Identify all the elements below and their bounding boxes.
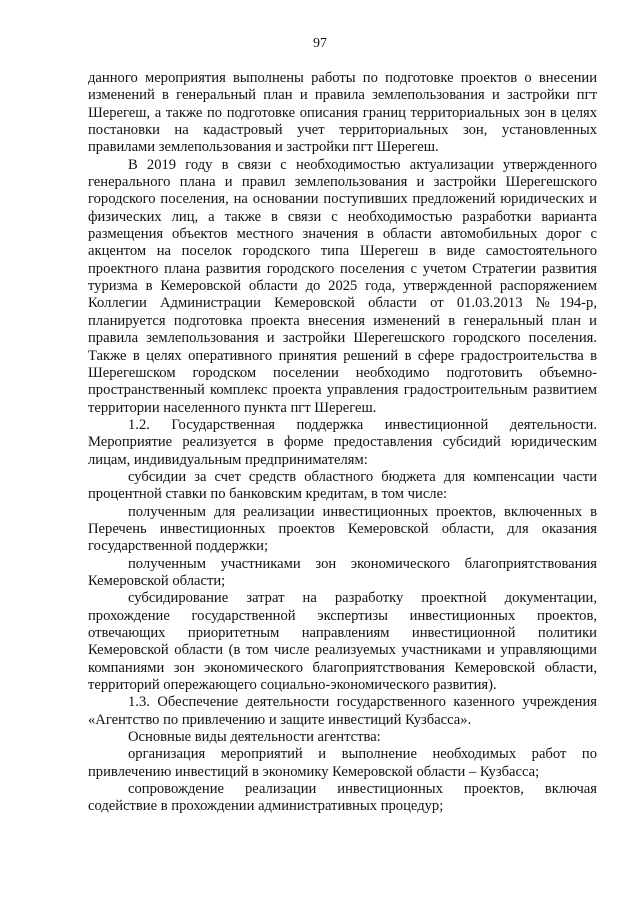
paragraph-agency-activities: Основные виды деятельности агентства: — [128, 729, 381, 746]
paragraph-attract-investment: организация мероприятий и выполнение необходимых работ по привлечению инвестиций в экономику Кемеровской области – Кузбасса; — [88, 746, 597, 780]
paragraph-section-1-3: 1.3. Обеспечение деятельности государственного казенного учреждения «Агентство по привлечению и защите инвестиций Кузбасса». — [88, 694, 597, 728]
paragraph-continuation: данного мероприятия выполнены работы по подготовке проектов о внесении изменений в генеральный план и правила землепользования и застройки пгт Шерегеш, а также по подготовке описания границ территориальных зон в целях постановки на кадастровый учет территориальных зон, установленных правилами землепользования и застройки пгт Шерегеш. — [88, 70, 597, 156]
paragraph-investment-projects: полученным для реализации инвестиционных проектов, включенных в Перечень инвестиционных проектов Кемеровской области, для оказания государственной поддержки; — [88, 503, 597, 555]
paragraph-section-1-2: 1.2. Государственная поддержка инвестиционной деятельности. Мероприятие реализуется в форме предоставления субсидий юридическим лицам, индивидуальным предпринимателям: — [88, 416, 597, 468]
paragraph-2019-plan: В 2019 году в связи с необходимостью актуализации утвержденного генерального плана и правил землепользования и застройки Шерегешского городского поселения, на основании поступивших предложений юридических и физических лиц, а также в связи с необходимостью разработки варианта размещения объектов местного значения в области автомобильных дорог с акцентом на поселок городского типа Шерегеш в виде самостоятельного проектного плана развития городского поселения с учетом Стратегии развития туризма в Кемеровской области до 2025 года, утвержденной распоряжением Коллегии Администрации Кемеровской области от 01.03.2013 №194-р, планируется подготовка проекта внесения изменений в генеральный план и правила землепользования и застройки Шерегешского городского поселения. Также в целях оперативного принятия решений в сфере градостроительства в Шерегешском городском поселении необходимо подготовить объемно-пространственный комплекс проекта управления градостроительным развитием территории населенного пункта пгт Шерегеш. — [88, 156, 597, 416]
paragraph-project-support: сопровождение реализации инвестиционных проектов, включая содействие в прохождении административных процедур; — [88, 781, 597, 815]
document-body — [88, 70, 597, 816]
paragraph-economic-zones: полученным участниками зон экономического благоприятствования Кемеровской области; — [88, 555, 597, 589]
paragraph-subsidies: субсидии за счет средств областного бюджета для компенсации части процентной ставки по банковским кредитам, в том числе: — [88, 468, 597, 503]
paragraph-subsidy-costs: субсидирование затрат на разработку проектной документации, прохождение государственной экспертизы инвестиционных проектов, отвечающих приоритетным направлениям инвестиционной политики Кемеровской области (в том числе реализуемых участниками и управляющими компаниями зон экономического благоприятствования Кемеровской области, территорий опережающего социально-экономического развития). — [88, 590, 597, 694]
page-number: 97 — [313, 36, 327, 51]
